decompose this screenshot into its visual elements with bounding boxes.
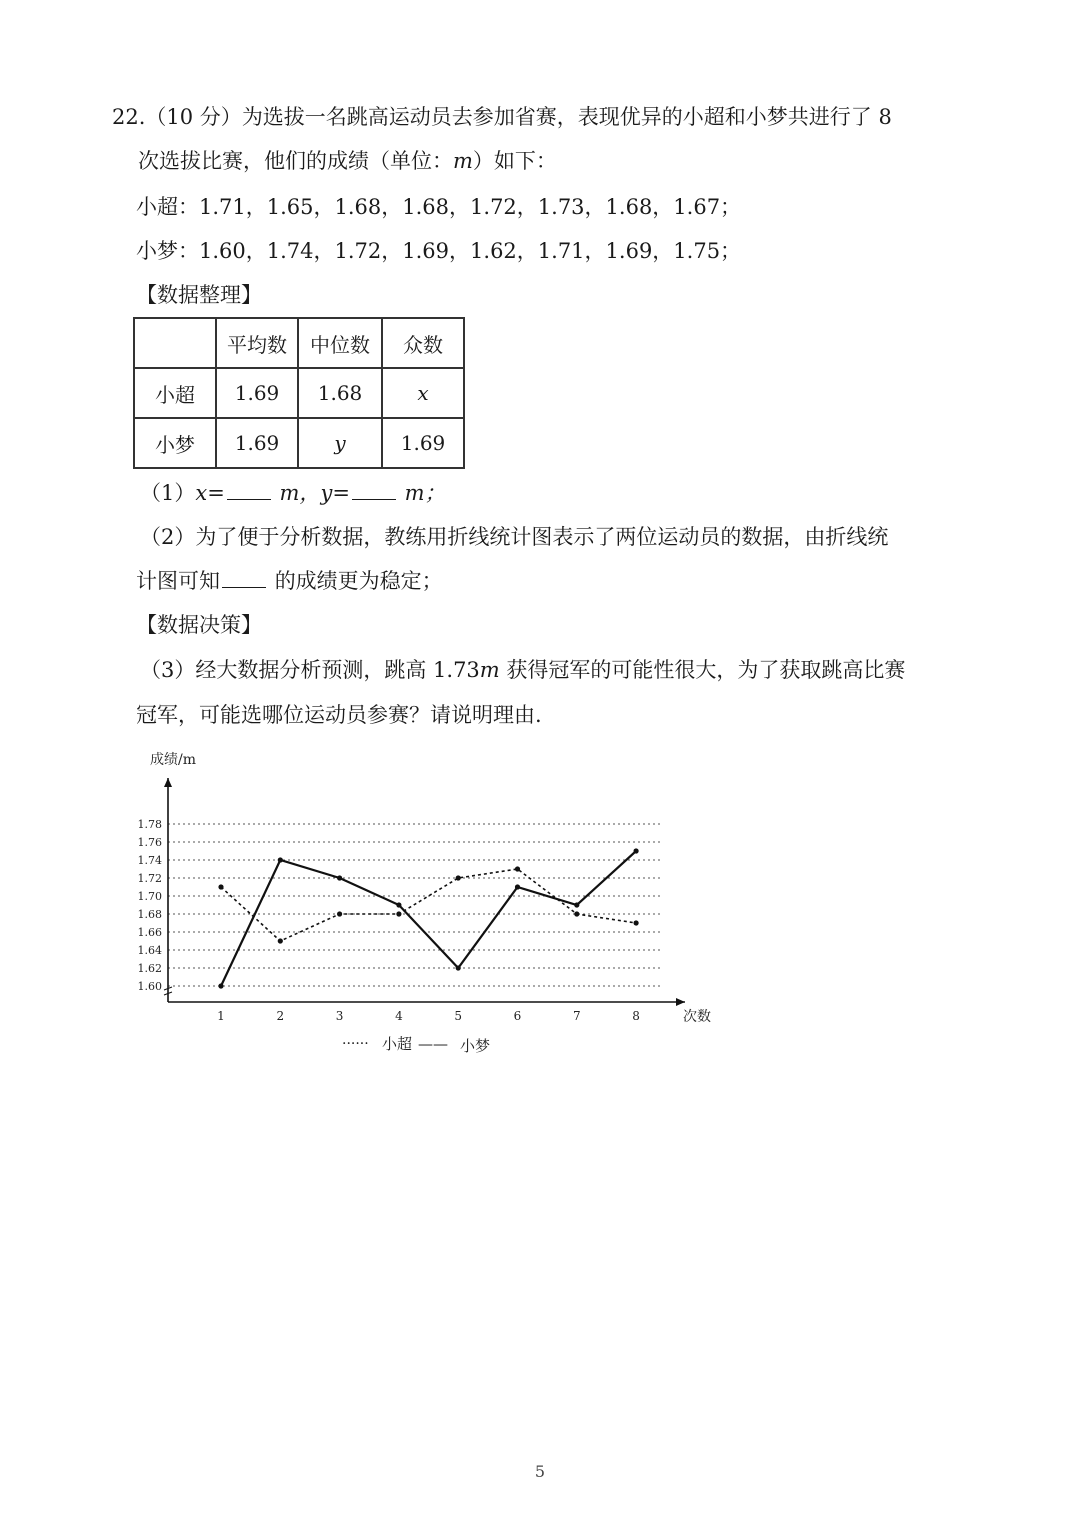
table-header-row	[134, 318, 464, 368]
xiaomeng-label: 小梦：	[136, 239, 199, 263]
xiaochao-scores-line	[136, 192, 741, 222]
x-tick-label: 3	[335, 1009, 344, 1023]
stats-table	[133, 317, 465, 469]
y-tick-label: 1.74	[137, 854, 162, 867]
table-cell: y	[298, 418, 382, 468]
section-data-decision: 【数据决策】	[136, 613, 262, 637]
table-header-mode: 众数	[382, 318, 464, 368]
sub-question-1	[140, 478, 446, 508]
data-point	[218, 884, 223, 889]
q1-x: x	[195, 481, 208, 505]
question-intro-2: 次选拔比赛，他们的成绩（单位：	[138, 149, 453, 173]
q3-line1b: 获得冠军的可能性很大，为了获取跳高比赛	[499, 658, 906, 682]
y-tick-label: 1.66	[137, 926, 162, 939]
series-line-xiaomeng	[221, 851, 636, 986]
y-tick-label: 1.70	[137, 890, 162, 903]
sub-question-3-line-1	[140, 655, 905, 685]
table-cell: 小梦	[134, 418, 216, 468]
unit-m: m	[453, 149, 473, 173]
table-row	[134, 368, 464, 418]
y-tick-label: 1.68	[137, 908, 162, 921]
x-tick-label: 6	[513, 1009, 522, 1023]
sub-question-3-line-2: 冠军，可能选哪位运动员参赛？请说明理由.	[136, 703, 542, 727]
data-point	[218, 983, 223, 988]
data-point	[278, 938, 283, 943]
data-point	[396, 902, 401, 907]
data-point	[337, 875, 342, 880]
data-point	[634, 920, 639, 925]
answer-blank-x[interactable]	[227, 479, 271, 500]
y-axis-arrow	[164, 778, 172, 787]
data-point	[456, 965, 461, 970]
table-cell: 1.69	[216, 368, 298, 418]
y-tick-label: 1.62	[137, 962, 162, 975]
section-data-organize: 【数据整理】	[136, 283, 262, 307]
q3-unit: m	[479, 658, 500, 682]
x-axis-title: 次数	[683, 1009, 711, 1025]
legend-marker-xiaomeng: ——	[418, 1035, 448, 1053]
x-tick-label: 1	[217, 1009, 225, 1023]
q2-line2b: 的成绩更为稳定；	[274, 569, 443, 593]
q2-line2a: 计图可知	[136, 569, 220, 593]
sub-question-2-line-2	[136, 566, 443, 596]
question-number: 22.	[112, 105, 146, 129]
y-tick-label: 1.76	[137, 836, 162, 849]
y-tick-label: 1.72	[137, 872, 162, 885]
y-axis-title: 成绩/m	[150, 752, 196, 768]
table-cell: 1.69	[216, 418, 298, 468]
table-header-mean: 平均数	[216, 318, 298, 368]
answer-blank-y[interactable]	[352, 479, 396, 500]
x-axis-arrow	[676, 998, 685, 1006]
xiaochao-label: 小超：	[136, 195, 199, 219]
q1-unit-2: m；	[404, 481, 446, 505]
data-point	[574, 911, 579, 916]
x-tick-label: 7	[572, 1009, 581, 1023]
q1-eq1: =	[207, 481, 225, 505]
data-point	[515, 866, 520, 871]
table-cell: 1.68	[298, 368, 382, 418]
y-tick-label: 1.78	[137, 818, 162, 831]
question-intro-1: 为选拔一名跳高运动员去参加省赛，表现优异的小超和小梦共进行了 8	[241, 105, 892, 129]
data-point	[337, 911, 342, 916]
table-cell: x	[382, 368, 464, 418]
q1-prefix: （1）	[140, 481, 196, 505]
data-point	[278, 857, 283, 862]
chart-axes	[164, 778, 685, 1006]
legend-label-xiaochao: 小超	[382, 1035, 413, 1053]
legend-marker-xiaochao: ······	[342, 1036, 369, 1052]
y-tick-label: 1.64	[137, 944, 162, 957]
chart-labels	[138, 751, 712, 1055]
data-point	[574, 902, 579, 907]
question-points: （10 分）	[145, 105, 242, 129]
question-line-1	[112, 102, 892, 132]
legend-label-xiaomeng: 小梦	[460, 1037, 491, 1055]
answer-blank-stable[interactable]	[222, 567, 266, 588]
q1-eq2: =	[332, 481, 350, 505]
y-tick-label: 1.60	[137, 980, 162, 993]
table-cell: 小超	[134, 368, 216, 418]
xiaochao-scores: 1.71，1.65，1.68，1.68，1.72，1.73，1.68，1.67；	[199, 195, 742, 219]
question-line-2	[138, 146, 557, 176]
x-tick-label: 2	[276, 1009, 285, 1023]
xiaomeng-scores-line	[136, 236, 741, 266]
q1-unit-1: m，	[279, 481, 321, 505]
x-tick-label: 5	[454, 1009, 463, 1023]
question-intro-2-end: ）如下：	[472, 149, 557, 173]
q1-y: y	[320, 481, 333, 505]
table-header-empty	[134, 318, 216, 368]
sub-question-2-line-1: （2）为了便于分析数据，教练用折线统计图表示了两位运动员的数据，由折线统	[140, 525, 889, 549]
data-point	[634, 848, 639, 853]
data-point	[456, 875, 461, 880]
data-point	[396, 911, 401, 916]
q3-line1a: （3）经大数据分析预测，跳高 1.73	[140, 658, 480, 682]
data-point	[515, 884, 520, 889]
page-number: 5	[534, 1462, 546, 1481]
line-chart	[120, 740, 730, 1070]
table-cell: 1.69	[382, 418, 464, 468]
x-tick-label: 8	[632, 1009, 640, 1023]
x-tick-label: 4	[395, 1009, 403, 1023]
xiaomeng-scores: 1.60，1.74，1.72，1.69，1.62，1.71，1.69，1.75；	[199, 239, 742, 263]
table-header-median: 中位数	[298, 318, 382, 368]
table-row	[134, 418, 464, 468]
